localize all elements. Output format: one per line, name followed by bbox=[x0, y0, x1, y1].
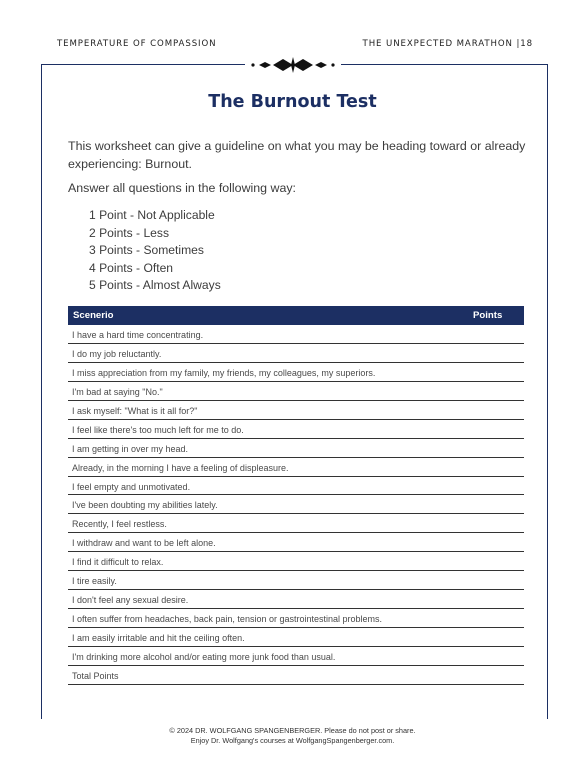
row-text: I feel like there's too much left for me to do. bbox=[72, 424, 244, 435]
intro-paragraph: This worksheet can give a guideline on what you may be heading toward or already experiencing: Burnout. bbox=[68, 139, 526, 171]
table-row bbox=[68, 325, 524, 344]
row-text: I'm drinking more alcohol and/or eating more junk food than usual. bbox=[72, 651, 336, 662]
row-text: I often suffer from headaches, back pain, tension or gastrointestinal problems. bbox=[72, 614, 383, 625]
row-text: I am getting in over my head. bbox=[72, 443, 189, 454]
running-header-right: THE UNEXPECTED MARATHON |18 bbox=[362, 39, 533, 49]
table-row bbox=[68, 552, 524, 571]
diamond-ornament-icon bbox=[245, 55, 341, 75]
row-text: I withdraw and want to be left alone. bbox=[72, 538, 216, 549]
row-text: I am easily irritable and hit the ceiling often. bbox=[72, 633, 245, 643]
table-row bbox=[68, 477, 524, 496]
table-row bbox=[68, 363, 524, 382]
courses-line: Enjoy Dr. Wolfgang's courses at WolfgangSpangenberger.com. bbox=[190, 735, 395, 745]
instruction-text: Answer all questions in the following way: bbox=[68, 181, 296, 195]
burnout-table bbox=[68, 306, 524, 685]
table-row bbox=[68, 344, 524, 363]
table-row bbox=[68, 439, 524, 458]
row-text: I ask myself: "What is it all for?" bbox=[72, 405, 198, 416]
row-text: I feel empty and unmotivated. bbox=[72, 481, 191, 492]
page-footer bbox=[0, 726, 585, 745]
point-scale-list bbox=[89, 207, 221, 295]
table-row bbox=[68, 590, 524, 609]
row-text: I find it difficult to relax. bbox=[72, 557, 164, 568]
table-row bbox=[68, 571, 524, 590]
total-label: Total Points bbox=[72, 670, 119, 681]
table-row bbox=[68, 382, 524, 401]
point-scale-item: 3 Points - Sometimes bbox=[89, 243, 204, 257]
row-text: I've been doubting my abilities lately. bbox=[72, 500, 218, 511]
table-row bbox=[68, 495, 524, 514]
table-row bbox=[68, 533, 524, 552]
row-text: I do my job reluctantly. bbox=[72, 348, 162, 359]
page-title: The Burnout Test bbox=[208, 92, 377, 112]
copyright-line: © 2024 DR. WOLFGANG SPANGENBERGER. Please do not post or share. bbox=[169, 726, 416, 735]
table-row bbox=[68, 458, 524, 477]
table-row bbox=[68, 628, 524, 647]
table-row bbox=[68, 609, 524, 628]
row-text: I'm bad at saying "No." bbox=[72, 386, 163, 397]
table-row bbox=[68, 420, 524, 439]
point-scale-item: 1 Point - Not Applicable bbox=[89, 208, 215, 222]
table-row bbox=[68, 401, 524, 420]
row-text: Already, in the morning I have a feeling of displeasure. bbox=[72, 462, 289, 473]
header-points: Points bbox=[473, 310, 503, 321]
row-text: I don't feel any sexual desire. bbox=[72, 595, 189, 606]
point-scale-item: 2 Points - Less bbox=[89, 225, 169, 240]
total-row bbox=[68, 666, 524, 685]
running-header-left: TEMPERATURE OF COMPASSION bbox=[57, 39, 217, 49]
table-row bbox=[68, 647, 524, 666]
header-scenario: Scenerio bbox=[73, 310, 114, 321]
table-header bbox=[68, 306, 524, 325]
row-text: I tire easily. bbox=[72, 576, 117, 587]
table-row bbox=[68, 514, 524, 533]
row-text: I miss appreciation from my family, my friends, my colleagues, my superiors. bbox=[72, 367, 376, 378]
point-scale-item: 5 Points - Almost Always bbox=[89, 278, 221, 292]
point-scale-item: 4 Points - Often bbox=[89, 260, 174, 275]
row-text: Recently, I feel restless. bbox=[72, 519, 167, 530]
row-text: I have a hard time concentrating. bbox=[72, 330, 204, 340]
